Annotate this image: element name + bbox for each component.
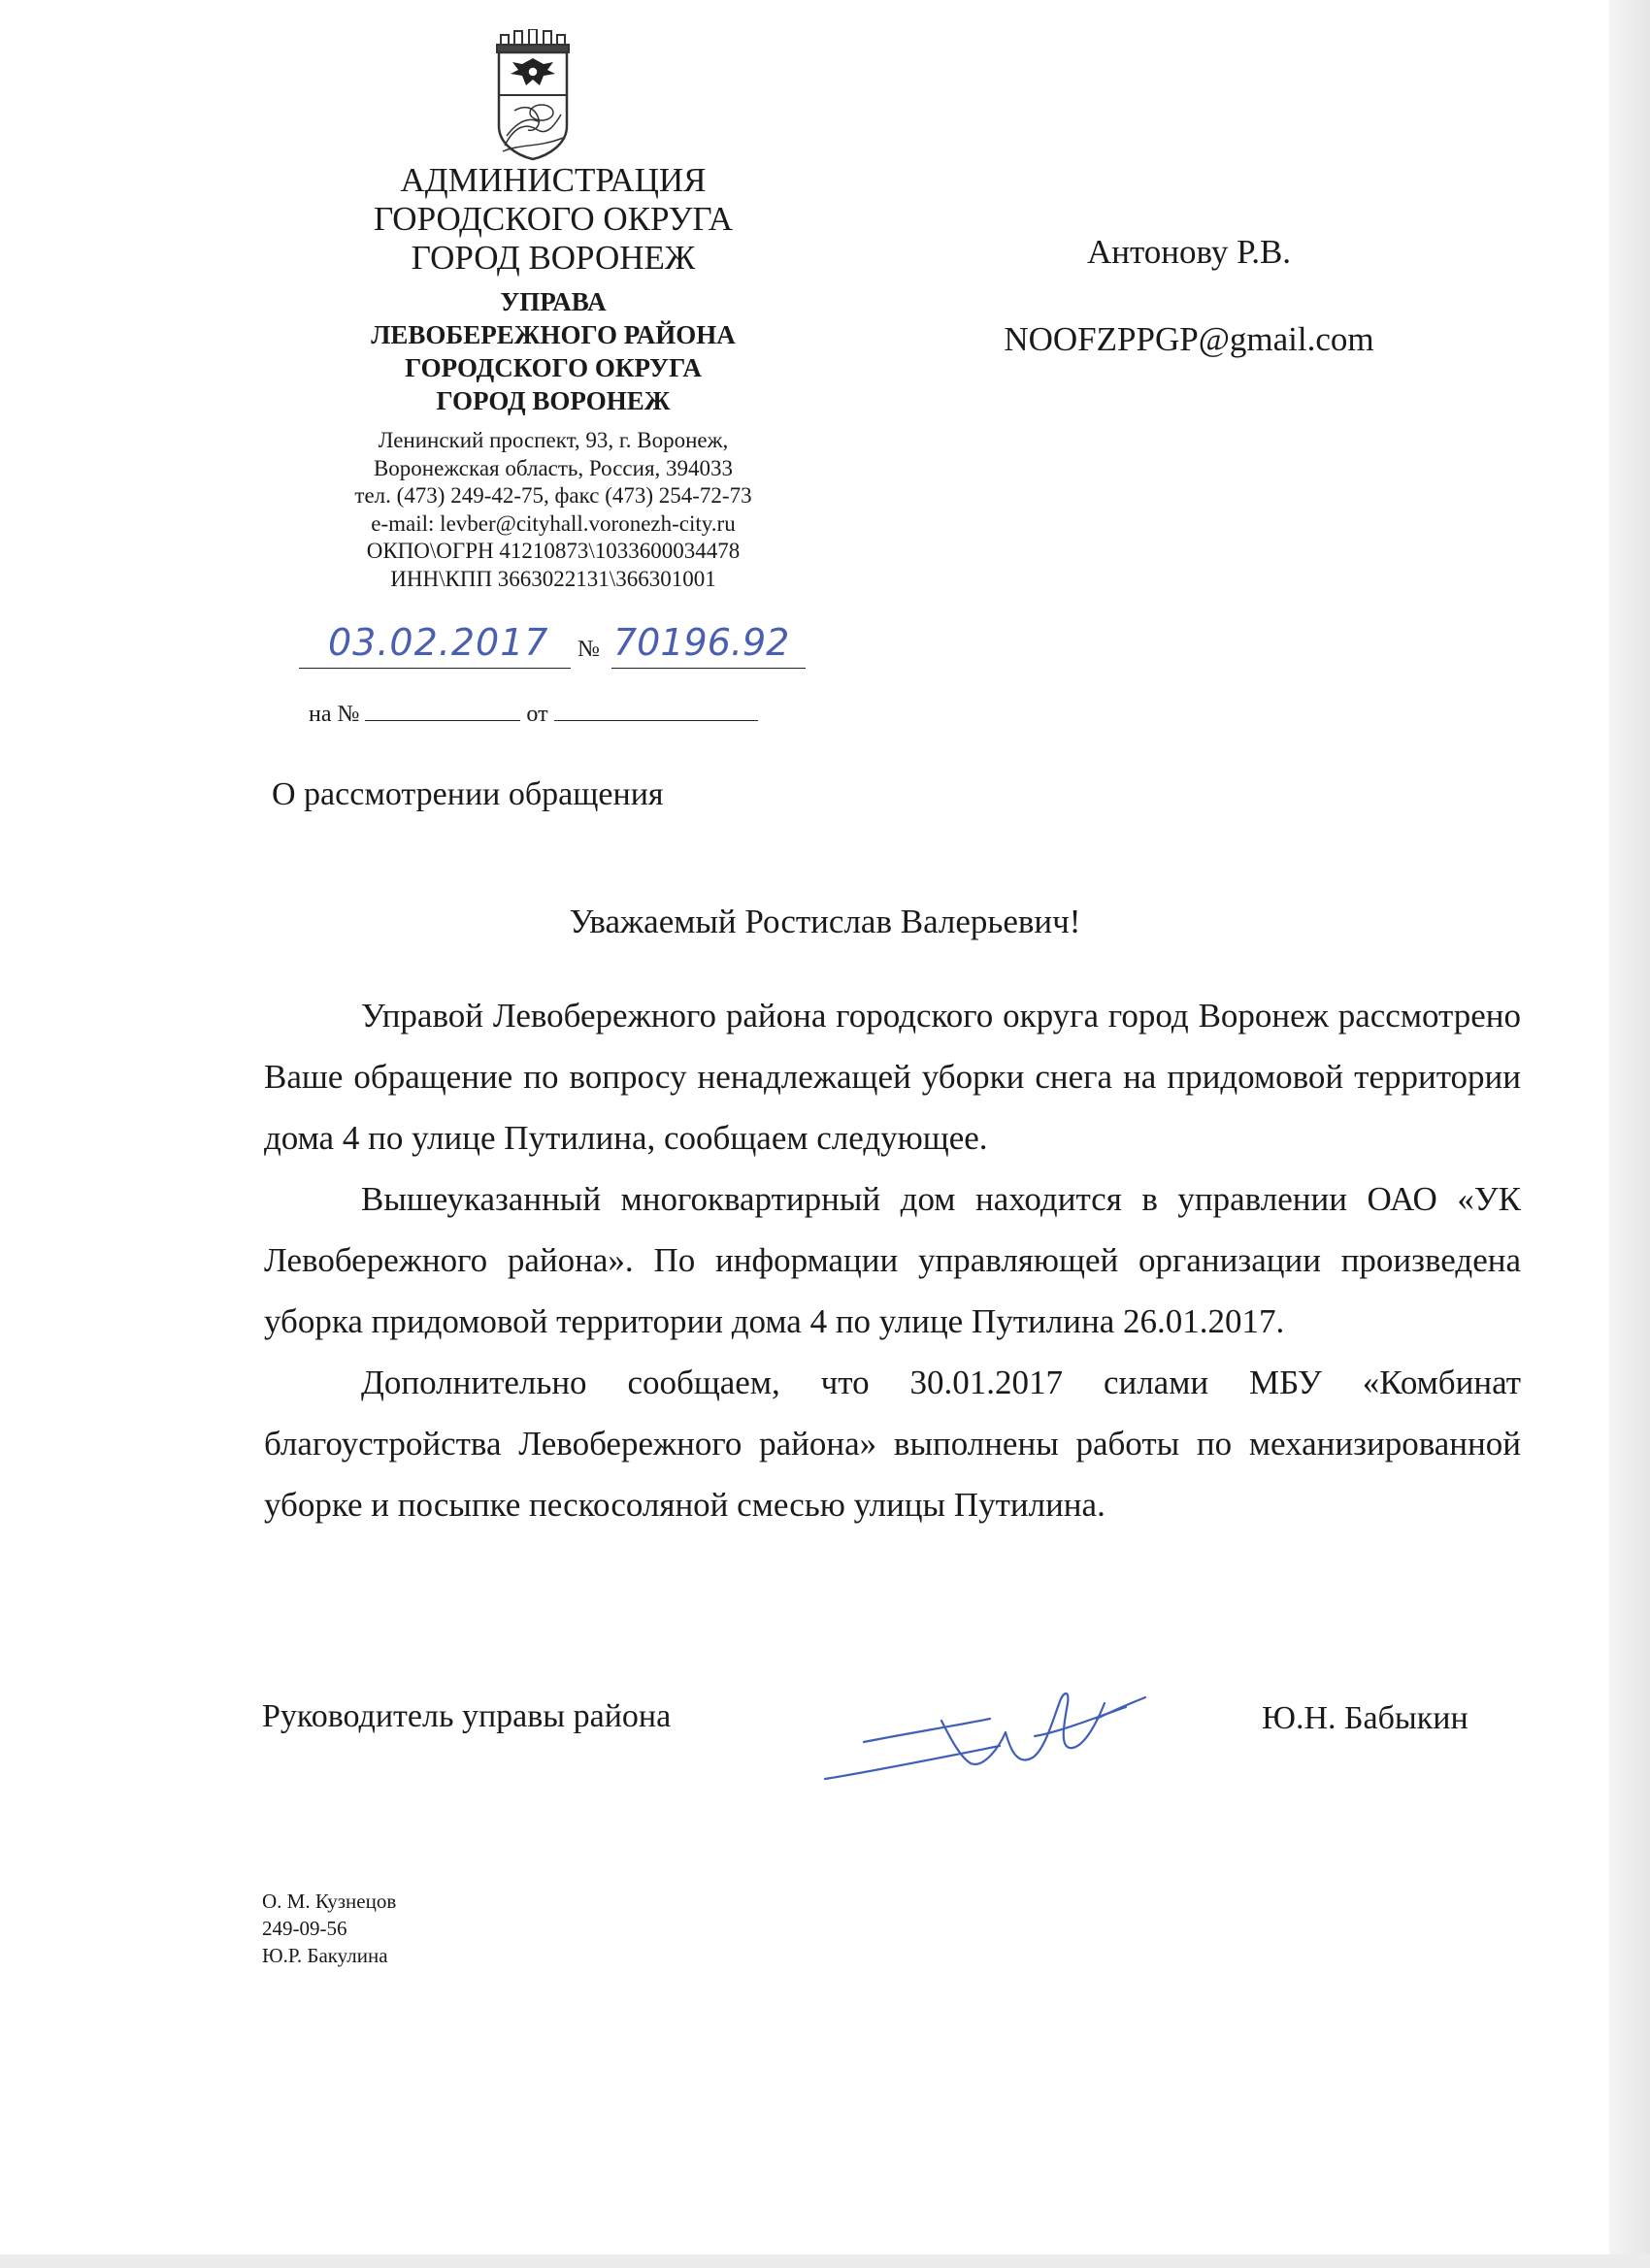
ref-date-blank [554,699,758,721]
ref-date-label: от [526,702,548,727]
org-name-line: ГОРОД ВОРОНЕЖ [411,239,696,277]
signatory-title: Руководитель управы района [262,1698,672,1734]
body-paragraph: Управой Левобережного района городского округа город Воронеж рассмотрено Ваше обращение по вопросу ненадлежащей уборки снега на придомовой территории дома 4 по улице Путилина, сообщаем следующее. [264,997,1521,1157]
dept-name-line: ГОРОД ВОРОНЕЖ [436,386,671,415]
handwritten-signature-icon [806,1664,1155,1791]
contact-block [311,427,796,593]
reference-line [309,699,758,728]
signatory-name: Ю.Н. Бабыкин [1262,1700,1468,1736]
address-line: Воронежская область, Россия, 394033 [373,455,734,480]
executor-block [262,1888,396,1969]
scan-edge-right [1609,0,1650,2268]
reg-number-label: № [578,637,600,662]
executor-name: О. М. Кузнецов [262,1890,397,1913]
reg-date: 03.02.2017 [328,621,549,664]
recipient-email: NOOFZPPGP@gmail.com [1004,320,1374,358]
ref-number-blank [365,699,520,721]
email-line: e-mail: levber@cityhall.voronezh-city.ru [371,510,736,536]
inn-line: ИНН\КПП 3663022131\366301001 [390,566,716,591]
dept-name-line: ЛЕВОБЕРЕЖНОГО РАЙОНА [371,320,736,349]
okpo-line: ОКПО\ОГРН 41210873\1033600034478 [366,539,741,563]
body-paragraph: Дополнительно сообщаем, что 30.01.2017 силами МБУ «Комбинат благоустройства Левобережного района» выполнены работы по механизированной уборке и посыпке пескосоляной смесью улицы Путилина. [264,1364,1521,1524]
reg-number: 70196.92 [613,621,790,664]
dept-name-block [311,285,796,417]
letter-body [264,985,1521,1535]
scan-edge-bottom [0,2254,1650,2268]
org-name-line: АДМИНИСТРАЦИЯ [400,161,707,199]
executor-phone: 249-09-56 [262,1917,347,1940]
dept-name-line: ГОРОДСКОГО ОКРУГА [405,353,702,382]
coat-of-arms-icon [491,29,575,161]
org-name-line: ГОРОДСКОГО ОКРУГА [373,200,734,238]
body-paragraph: Вышеуказанный многоквартирный дом находится в управлении ОАО «УК Левобережного района». По информации управляющей организации произведена уборка придомовой территории дома 4 по улице Путилина 26.01.2017. [264,1180,1521,1340]
address-line: Ленинский проспект, 93, г. Воронеж, [378,428,729,452]
ref-number-label: на № [309,702,360,727]
org-name-block [311,161,796,278]
recipient-name: Антонову Р.В. [1086,233,1292,271]
dept-name-line: УПРАВА [500,287,607,316]
subject-line: О рассмотрении обращения [272,776,664,812]
salutation: Уважаемый Ростислав Валерьевич! [569,903,1081,940]
phone-line: тел. (473) 249-42-75, факс (473) 254-72-73 [354,483,752,508]
executor-name: Ю.Р. Бакулина [262,1944,388,1967]
